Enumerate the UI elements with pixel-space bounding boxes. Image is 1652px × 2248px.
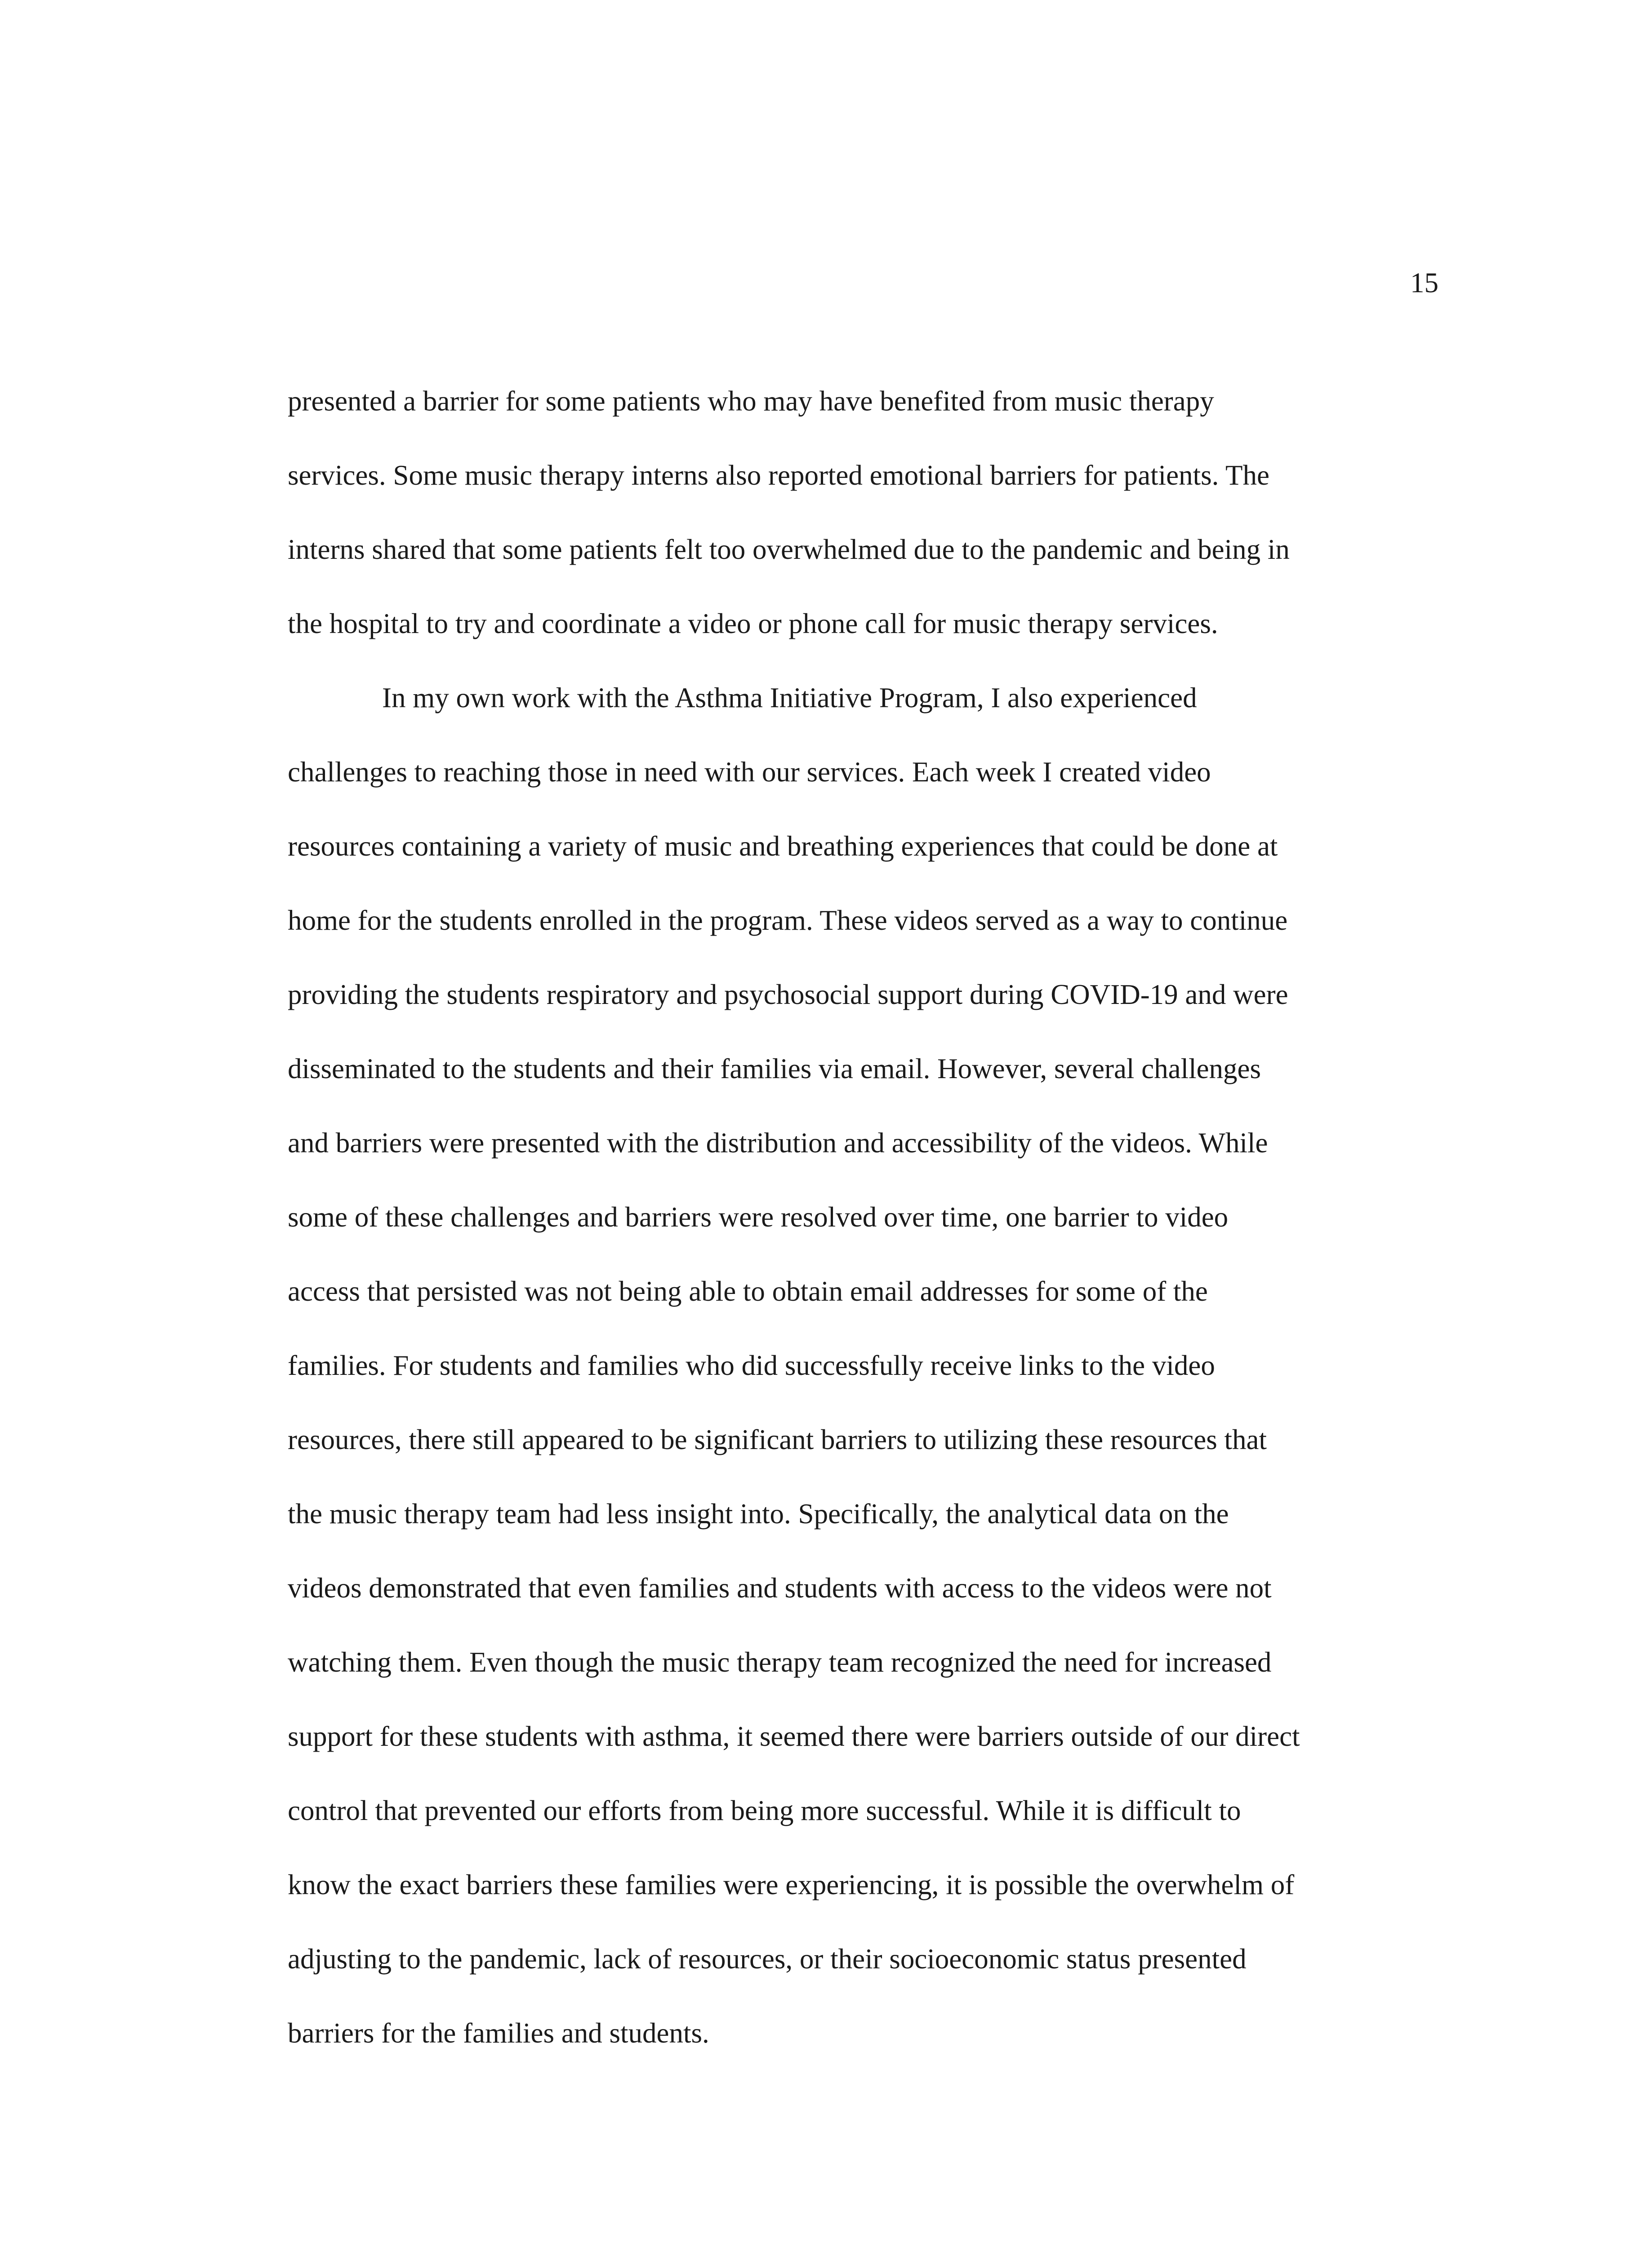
text-line: resources containing a variety of music and breathing experiences that could be done at xyxy=(288,830,1278,862)
text-line: control that prevented our efforts from being more successful. While it is difficult to xyxy=(288,1795,1241,1826)
text-line: watching them. Even though the music therapy team recognized the need for increased xyxy=(288,1646,1272,1678)
text-line: the music therapy team had less insight into. Specifically, the analytical data on the xyxy=(288,1498,1229,1530)
text-line: families. For students and families who did successfully receive links to the video xyxy=(288,1350,1215,1381)
text-line: presented a barrier for some patients who may have benefited from music therapy xyxy=(288,385,1214,417)
text-line: videos demonstrated that even families and students with access to the videos were not xyxy=(288,1572,1272,1604)
text-line: services. Some music therapy interns also reported emotional barriers for patients. The xyxy=(288,459,1269,491)
text-line: resources, there still appeared to be significant barriers to utilizing these resources that xyxy=(288,1424,1267,1455)
text-line: some of these challenges and barriers were resolved over time, one barrier to video xyxy=(288,1201,1229,1233)
text-line: barriers for the families and students. xyxy=(288,2017,709,2049)
text-line: know the exact barriers these families were experiencing, it is possible the overwhelm of xyxy=(288,1869,1295,1900)
text-line: home for the students enrolled in the program. These videos served as a way to continue xyxy=(288,905,1288,936)
text-line: challenges to reaching those in need with our services. Each week I created video xyxy=(288,756,1211,788)
text-line: and barriers were presented with the distribution and accessibility of the videos. While xyxy=(288,1127,1268,1159)
text-line: adjusting to the pandemic, lack of resources, or their socioeconomic status presented xyxy=(288,1943,1247,1975)
paragraph-1 xyxy=(288,364,1436,661)
text-line: In my own work with the Asthma Initiative Program, I also experienced xyxy=(382,682,1197,714)
text-line: providing the students respiratory and psychosocial support during COVID-19 and were xyxy=(288,979,1288,1010)
text-line: the hospital to try and coordinate a video or phone call for music therapy services. xyxy=(288,608,1218,639)
text-line: interns shared that some patients felt too overwhelmed due to the pandemic and being in xyxy=(288,534,1290,565)
text-line: disseminated to the students and their families via email. However, several challenges xyxy=(288,1053,1261,1084)
page-number: 15 xyxy=(1410,267,1438,299)
text-line: support for these students with asthma, it seemed there were barriers outside of our direct xyxy=(288,1721,1300,1752)
body-text xyxy=(288,364,1436,2070)
paragraph-2 xyxy=(288,661,1436,2070)
text-line: access that persisted was not being able to obtain email addresses for some of the xyxy=(288,1276,1208,1307)
